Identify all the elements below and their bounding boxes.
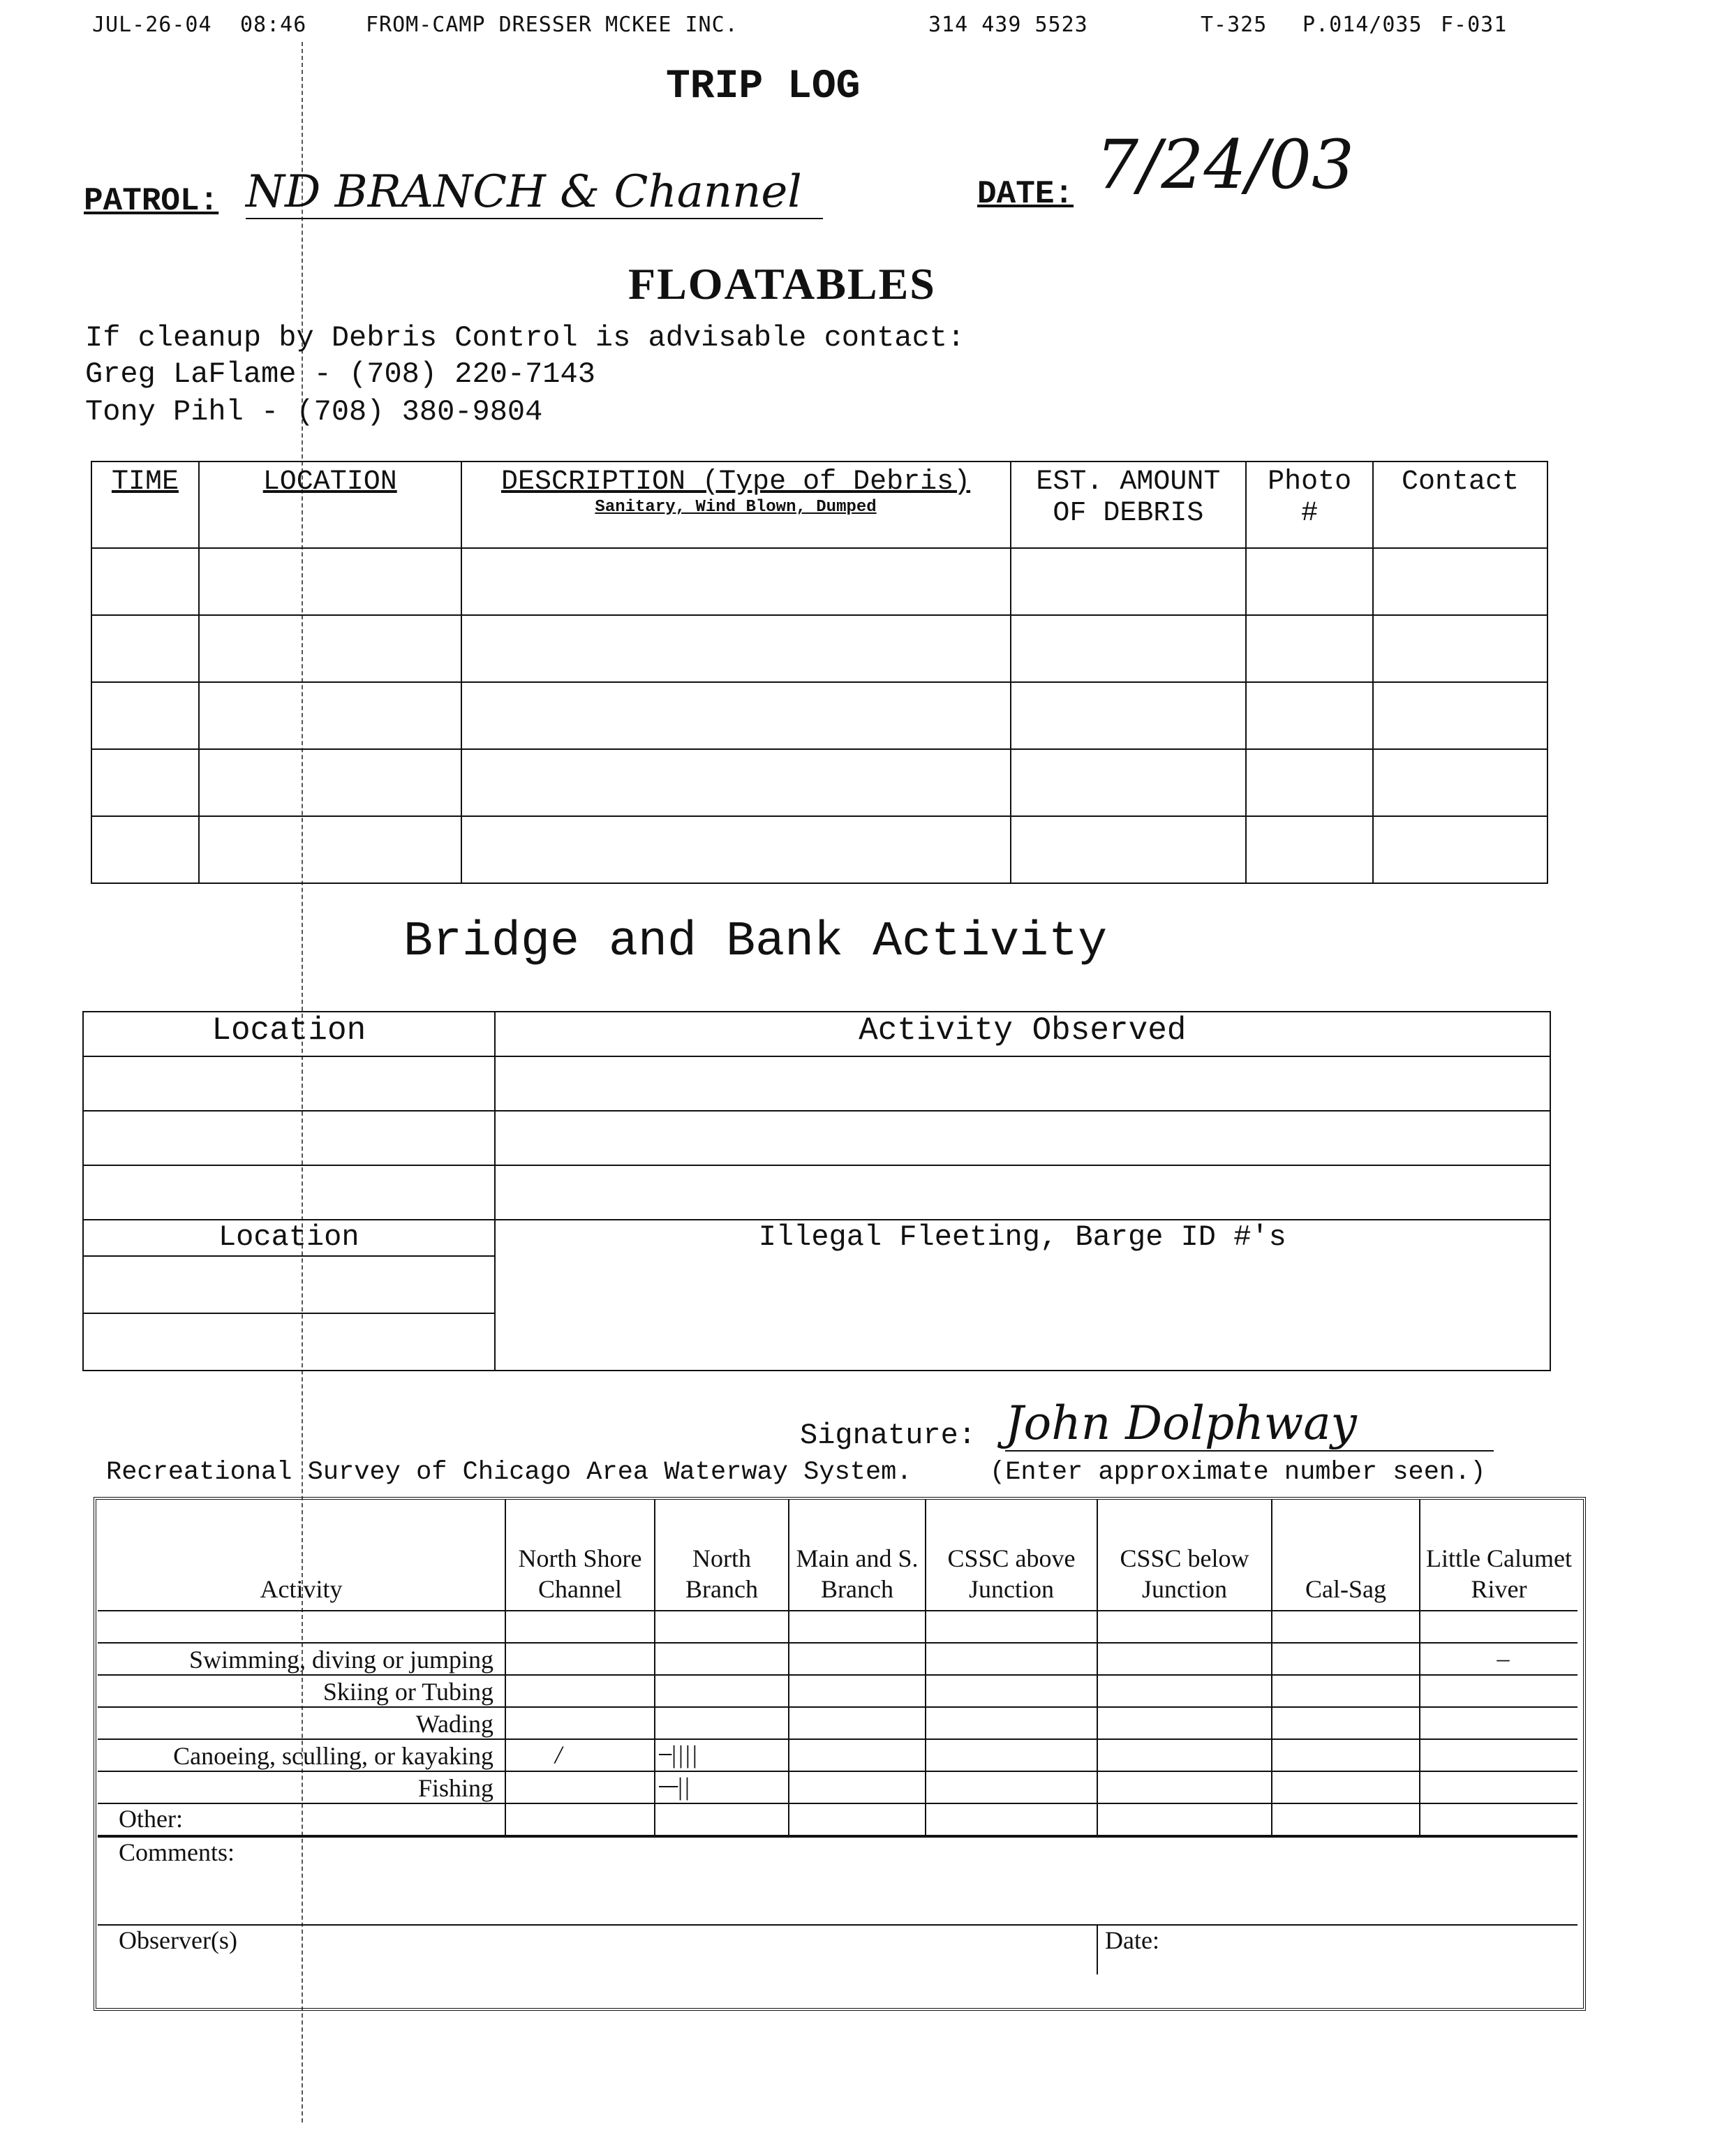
col-illegal-fleeting: Illegal Fleeting, Barge ID #'s [495,1220,1550,1371]
fax-date: JUL-26-04 [92,13,212,37]
col-main-s-branch: Main and S. Branch [789,1500,926,1611]
col-amount: EST. AMOUNT OF DEBRIS [1011,462,1247,548]
fax-code-1: T-325 [1201,13,1268,37]
survey-row-swimming: Swimming, diving or jumping – [98,1643,1577,1675]
col-activity: Activity [98,1500,505,1611]
col-little-calumet: Little Calumet River [1420,1500,1577,1611]
fax-page: P.014/035 [1302,13,1423,37]
survey-row-comments: Comments: [98,1836,1577,1925]
patrol-value: ND BRANCH & Channel [246,166,823,219]
fax-phone: 314 439 5523 [928,13,1088,37]
date-label: DATE: [977,176,1074,212]
contact-tony: Tony Pihl - (708) 380-9804 [85,395,543,429]
fax-from: FROM-CAMP DRESSER MCKEE INC. [366,13,738,37]
contact-greg: Greg LaFlame - (708) 220-7143 [85,357,595,391]
col-north-branch: North Branch [655,1500,789,1611]
fax-time: 08:46 [240,13,307,37]
signature-value: John Dolphway [1005,1396,1494,1452]
date-value: 7/24/03 [1096,126,1355,204]
bridge-header-row [83,1012,1550,1056]
col-location: LOCATION [199,462,461,548]
table-row [91,749,1547,816]
table-row [83,1165,1550,1220]
floatables-heading: FLOATABLES [628,259,936,309]
table-row [83,1056,1550,1111]
table-row [83,1111,1550,1165]
survey-header-row [98,1500,1577,1611]
survey-row-canoeing: Canoeing, sculling, or kayaking / ̶̶̶̶ |||| [98,1739,1577,1771]
survey-row-skiing: Skiing or Tubing [98,1675,1577,1707]
patrol-label: PATROL: [84,183,219,219]
col-cal-sag: Cal-Sag [1272,1500,1420,1611]
signature-label: Signature: [800,1419,977,1452]
table-row [91,615,1547,682]
table-row [91,682,1547,749]
survey-row-observers: Observer(s) Date: [98,1925,1577,1974]
table-row [91,548,1547,615]
col-description: DESCRIPTION (Type of Debris) Sanitary, Wind Blown, Dumped [461,462,1011,548]
survey-row-other: Other: [98,1803,1577,1836]
col-fleeting-location: Location [83,1220,495,1256]
col-activity-observed: Activity Observed [495,1012,1550,1056]
col-cssc-below: CSSC below Junction [1097,1500,1272,1611]
bridge-bank-table [82,1011,1551,1371]
survey-caption: Recreational Survey of Chicago Area Waterway System. [106,1458,912,1487]
fleeting-header-row [83,1220,1550,1256]
col-north-shore-channel: North Shore Channel [505,1500,655,1611]
col-cssc-above: CSSC above Junction [926,1500,1097,1611]
survey-row-wading: Wading [98,1707,1577,1739]
col-photo: Photo # [1246,462,1373,548]
table-row [98,1611,1577,1643]
survey-table [98,1500,1577,1974]
bridge-bank-heading: Bridge and Bank Activity [403,915,1108,970]
floatables-header-row [91,462,1547,548]
survey-note: (Enter approximate number seen.) [990,1458,1486,1487]
col-time: TIME [91,462,199,548]
fax-code-2: F-031 [1441,13,1508,37]
contact-intro: If cleanup by Debris Control is advisable contact: [85,321,965,355]
col-bridge-location: Location [83,1012,495,1056]
floatables-table [91,461,1548,884]
table-row [91,816,1547,883]
col-contact: Contact [1373,462,1547,548]
survey-row-fishing: Fishing ̶̶̶̶ ̶̶̶̶ || [98,1771,1577,1803]
page-title: TRIP LOG [666,64,861,110]
